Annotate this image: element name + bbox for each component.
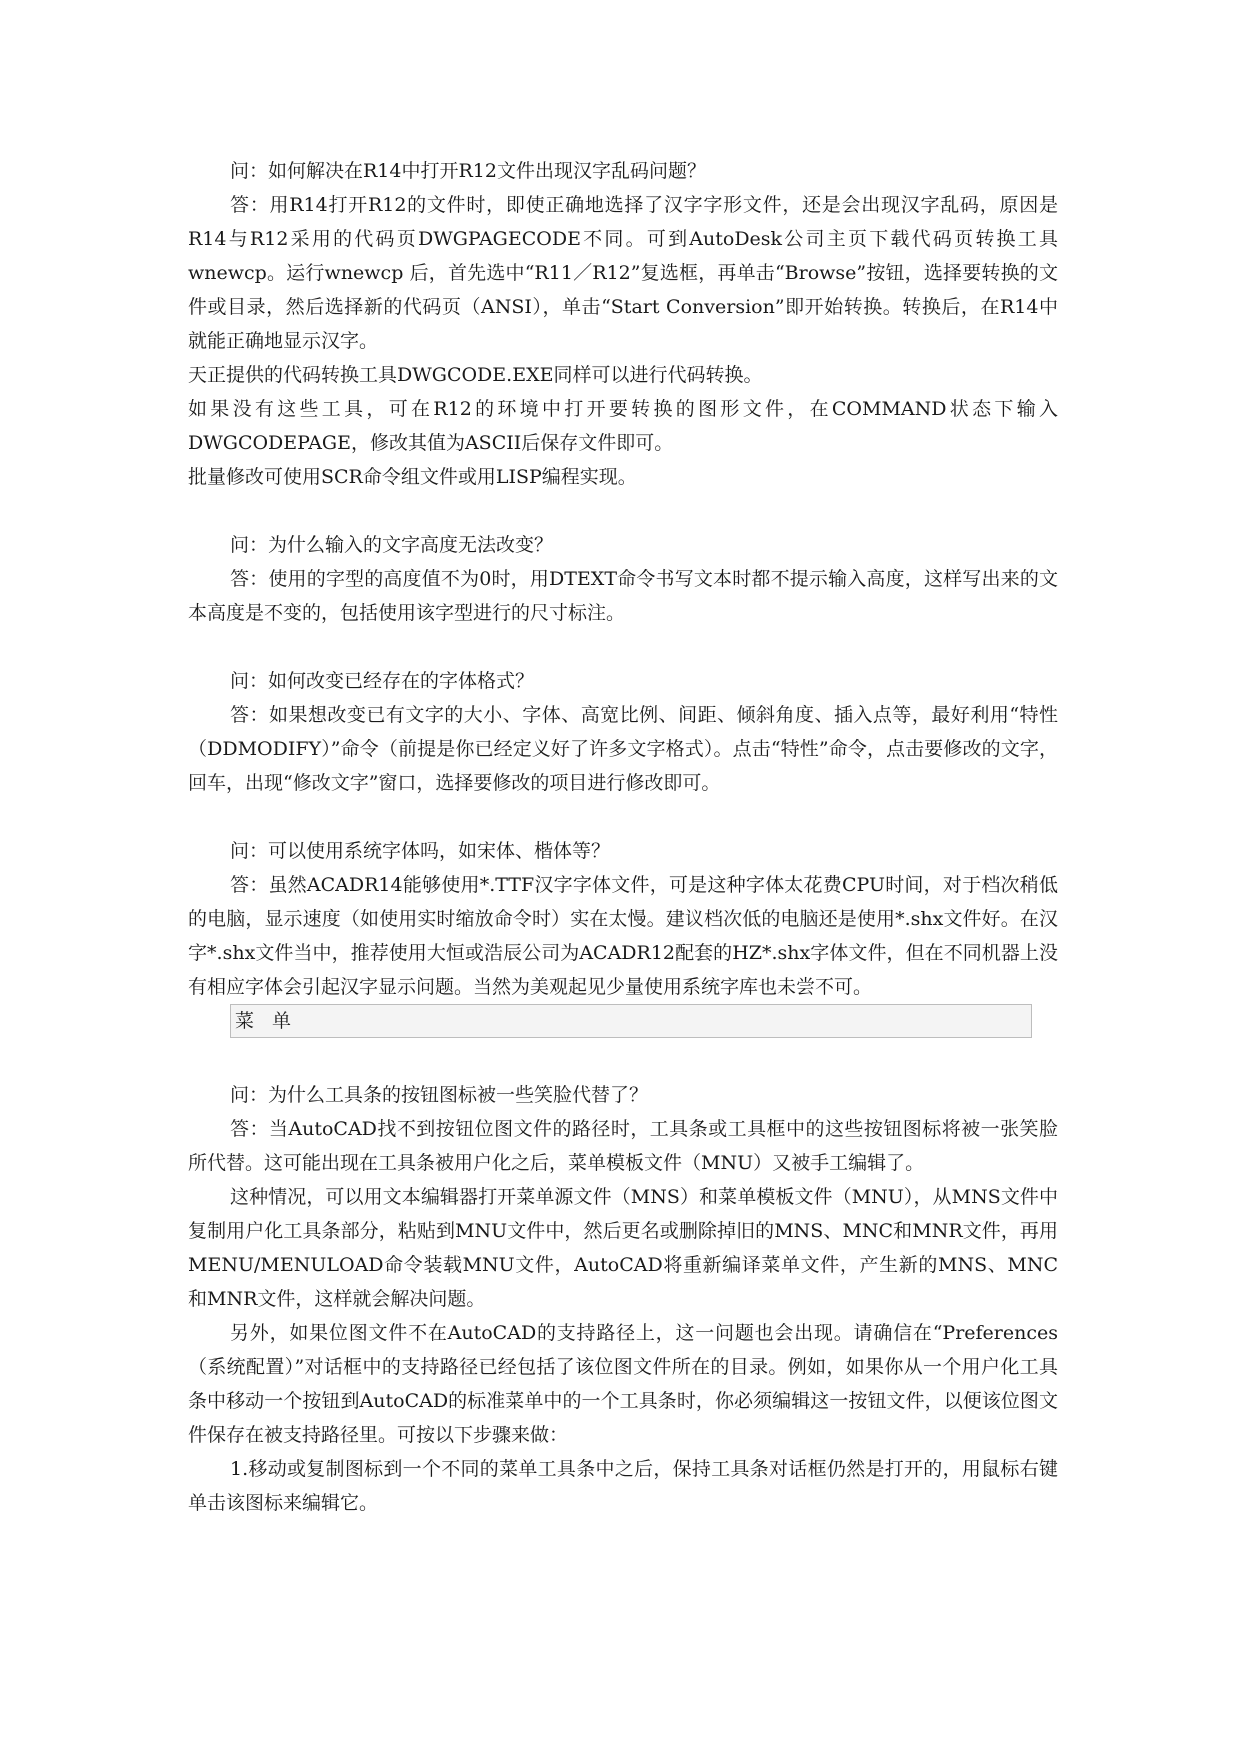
question-2: 问：为什么输入的文字高度无法改变？ bbox=[230, 534, 554, 556]
answer-5-step-1: 1.移动或复制图标到一个不同的菜单工具条中之后，保持工具条对话框仍然是打开的，用鼠标右键单击该图标来编辑它。 bbox=[188, 1458, 1058, 1514]
menu-section-heading: 菜 单 bbox=[230, 1004, 1032, 1038]
answer-1-note-2: 如果没有这些工具，可在R12的环境中打开要转换的图形文件，在COMMAND状态下输入DWGCODEPAGE，修改其值为ASCII后保存文件即可。 bbox=[188, 398, 1058, 454]
answer-1-note-1: 天正提供的代码转换工具DWGCODE.EXE同样可以进行代码转换。 bbox=[188, 364, 763, 386]
answer-1-note-3: 批量修改可使用SCR命令组文件或用LISP编程实现。 bbox=[188, 466, 637, 488]
spacer bbox=[188, 1038, 1058, 1078]
answer-1: 答：用R14打开R12的文件时，即使正确地选择了汉字字形文件，还是会出现汉字乱码，原因是R14与R12采用的代码页DWGPAGECODE不同。可到AutoDesk公司主页下载代码页转换工具wnewcp。运行wnewcp 后，首先选中“R11／R12”复选框，再单击“Browse”按钮，选择要转换的文件或目录，然后选择新的代码页（ANSI），单击“Start Conversion”即开始转换。转换后，在R14中就能正确地显示汉字。 bbox=[188, 194, 1058, 352]
question-1: 问：如何解决在R14中打开R12文件出现汉字乱码问题？ bbox=[230, 160, 706, 182]
spacer bbox=[188, 800, 1058, 834]
document-page bbox=[188, 154, 1058, 1520]
answer-4: 答：虽然ACADR14能够使用*.TTF汉字字体文件，可是这种字体太花费CPU时间，对于档次稍低的电脑，显示速度（如使用实时缩放命令时）实在太慢。建议档次低的电脑还是使用*.shx文件好。在汉字*.shx文件当中，推荐使用大恒或浩辰公司为ACADR12配套的HZ*.shx字体文件，但在不同机器上没有相应字体会引起汉字显示问题。当然为美观起见少量使用系统字库也未尝不可。 bbox=[188, 874, 1058, 998]
answer-5-paragraph-2: 这种情况，可以用文本编辑器打开菜单源文件（MNS）和菜单模板文件（MNU），从MNS文件中复制用户化工具条部分，粘贴到MNU文件中，然后更名或删除掉旧的MNS、MNC和MNR文件，再用MENU/MENULOAD命令装载MNU文件，AutoCAD将重新编译菜单文件，产生新的MNS、MNC和MNR文件，这样就会解决问题。 bbox=[188, 1186, 1058, 1310]
answer-5: 答：当AutoCAD找不到按钮位图文件的路径时，工具条或工具框中的这些按钮图标将被一张笑脸所代替。这可能出现在工具条被用户化之后，菜单模板文件（MNU）又被手工编辑了。 bbox=[188, 1118, 1058, 1174]
spacer bbox=[188, 630, 1058, 664]
answer-2: 答：使用的字型的高度值不为0时，用DTEXT命令书写文本时都不提示输入高度，这样写出来的文本高度是不变的，包括使用该字型进行的尺寸标注。 bbox=[188, 568, 1058, 624]
question-5: 问：为什么工具条的按钮图标被一些笑脸代替了？ bbox=[230, 1084, 649, 1106]
question-4: 问：可以使用系统字体吗，如宋体、楷体等？ bbox=[230, 840, 611, 862]
spacer bbox=[188, 494, 1058, 528]
question-3: 问：如何改变已经存在的字体格式？ bbox=[230, 670, 535, 692]
answer-3: 答：如果想改变已有文字的大小、字体、高宽比例、间距、倾斜角度、插入点等，最好利用“特性（DDMODIFY）”命令（前提是你已经定义好了许多文字格式）。点击“特性”命令，点击要修改的文字，回车，出现“修改文字”窗口，选择要修改的项目进行修改即可。 bbox=[188, 704, 1058, 794]
answer-5-paragraph-3: 另外，如果位图文件不在AutoCAD的支持路径上，这一问题也会出现。请确信在“Preferences（系统配置）”对话框中的支持路径已经包括了该位图文件所在的目录。例如，如果你从一个用户化工具条中移动一个按钮到AutoCAD的标准菜单中的一个工具条时，你必须编辑这一按钮文件，以便该位图文件保存在被支持路径里。可按以下步骤来做： bbox=[188, 1322, 1058, 1446]
